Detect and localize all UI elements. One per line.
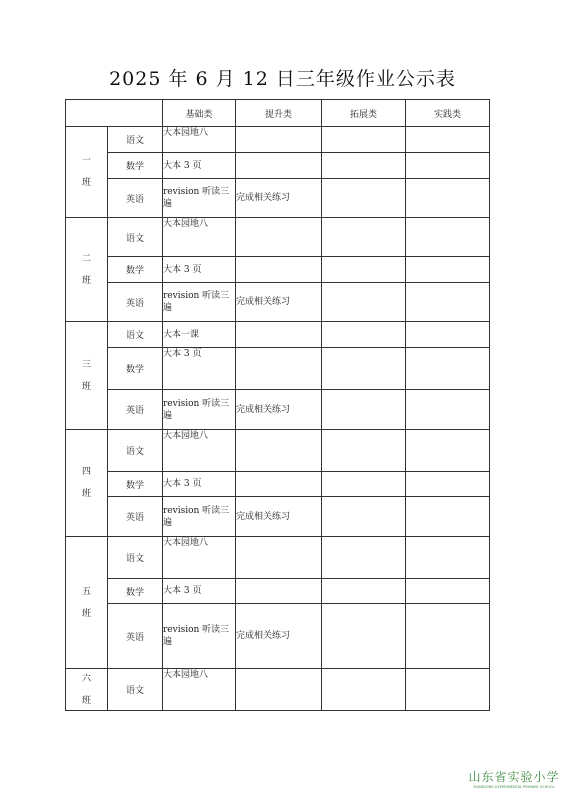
practice-cell (406, 604, 490, 669)
basic-cell: revision 听读三遍 (163, 390, 236, 430)
header-corner (66, 100, 163, 127)
advanced-cell (236, 348, 322, 390)
practice-cell (406, 472, 490, 497)
extended-cell (322, 497, 406, 537)
advanced-cell (236, 537, 322, 579)
practice-cell (406, 257, 490, 283)
basic-cell: 大本一课 (163, 322, 236, 348)
basic-cell: 大本 3 页 (163, 472, 236, 497)
basic-cell: 大本园地八 (163, 669, 236, 711)
table-row (66, 348, 490, 390)
subject-cell: 英语 (108, 604, 163, 669)
header-practice: 实践类 (406, 100, 490, 127)
extended-cell (322, 669, 406, 711)
advanced-cell (236, 322, 322, 348)
subject-cell: 英语 (108, 283, 163, 322)
practice-cell (406, 579, 490, 604)
subject-cell: 语文 (108, 430, 163, 472)
class-number: 五 (81, 586, 91, 597)
extended-cell (322, 322, 406, 348)
class-number: 二 (81, 253, 91, 264)
basic-cell: revision 听读三遍 (163, 179, 236, 218)
practice-cell (406, 348, 490, 390)
advanced-cell (236, 430, 322, 472)
subject-cell: 数学 (108, 257, 163, 283)
class-number: 一 (81, 156, 91, 166)
advanced-cell (236, 153, 322, 179)
table-row (66, 579, 490, 604)
subject-cell: 数学 (108, 153, 163, 179)
practice-cell (406, 218, 490, 257)
table-row (66, 537, 490, 579)
basic-cell: revision 听读三遍 (163, 283, 236, 322)
subject-cell: 英语 (108, 497, 163, 537)
basic-cell: revision 听读三遍 (163, 497, 236, 537)
table-row (66, 257, 490, 283)
class-label (66, 430, 108, 537)
subject-cell: 英语 (108, 179, 163, 218)
table-row (66, 322, 490, 348)
advanced-cell: 完成相关练习 (236, 604, 322, 669)
header-advanced: 提升类 (236, 100, 322, 127)
advanced-cell (236, 257, 322, 283)
subject-cell: 语文 (108, 669, 163, 711)
class-label (66, 218, 108, 322)
basic-cell: 大本园地八 (163, 218, 236, 257)
extended-cell (322, 390, 406, 430)
table-row (66, 127, 490, 153)
extended-cell (322, 179, 406, 218)
extended-cell (322, 430, 406, 472)
practice-cell (406, 322, 490, 348)
advanced-cell: 完成相关练习 (236, 497, 322, 537)
class-suffix: 班 (81, 381, 91, 392)
practice-cell (406, 497, 490, 537)
class-label (66, 669, 108, 711)
extended-cell (322, 218, 406, 257)
subject-cell: 语文 (108, 127, 163, 153)
basic-cell: 大本 3 页 (163, 579, 236, 604)
school-logo (468, 768, 560, 789)
extended-cell (322, 257, 406, 283)
subject-cell: 数学 (108, 472, 163, 497)
extended-cell (322, 153, 406, 179)
practice-cell (406, 179, 490, 218)
class-suffix: 班 (81, 695, 91, 706)
class-suffix: 班 (81, 178, 91, 188)
header-basic: 基础类 (163, 100, 236, 127)
subject-cell: 数学 (108, 348, 163, 390)
extended-cell (322, 127, 406, 153)
table-body (66, 127, 490, 711)
subject-cell: 语文 (108, 537, 163, 579)
class-label (66, 322, 108, 430)
homework-table (65, 99, 490, 711)
page-title: 2025 年 6 月 12 日三年级作业公示表 (109, 68, 456, 90)
basic-cell: revision 听读三遍 (163, 604, 236, 669)
basic-cell: 大本 3 页 (163, 153, 236, 179)
extended-cell (322, 537, 406, 579)
advanced-cell (236, 669, 322, 711)
advanced-cell (236, 579, 322, 604)
basic-cell: 大本 3 页 (163, 348, 236, 390)
basic-cell: 大本园地八 (163, 127, 236, 153)
table-row (66, 283, 490, 322)
extended-cell (322, 472, 406, 497)
extended-cell (322, 604, 406, 669)
logo-chinese-name: 山东省实验小学 (468, 770, 560, 784)
table-row (66, 179, 490, 218)
extended-cell (322, 283, 406, 322)
class-suffix: 班 (81, 275, 91, 286)
practice-cell (406, 430, 490, 472)
class-label (66, 127, 108, 218)
extended-cell (322, 348, 406, 390)
subject-cell: 英语 (108, 390, 163, 430)
table-row (66, 430, 490, 472)
table-row (66, 218, 490, 257)
advanced-cell (236, 127, 322, 153)
advanced-cell: 完成相关练习 (236, 283, 322, 322)
basic-cell: 大本 3 页 (163, 257, 236, 283)
practice-cell (406, 283, 490, 322)
practice-cell (406, 390, 490, 430)
advanced-cell: 完成相关练习 (236, 390, 322, 430)
header-row (66, 100, 490, 127)
header-extended: 拓展类 (322, 100, 406, 127)
practice-cell (406, 153, 490, 179)
advanced-cell (236, 472, 322, 497)
practice-cell (406, 669, 490, 711)
practice-cell (406, 127, 490, 153)
table-row (66, 472, 490, 497)
logo-english-name: SHANDONG EXPERIMENTAL PRIMARY SCHOOL (473, 785, 555, 789)
table-row (66, 669, 490, 711)
table-row (66, 604, 490, 669)
class-number: 四 (81, 467, 91, 477)
advanced-cell (236, 218, 322, 257)
advanced-cell: 完成相关练习 (236, 179, 322, 218)
basic-cell: 大本园地八 (163, 430, 236, 472)
subject-cell: 数学 (108, 579, 163, 604)
extended-cell (322, 579, 406, 604)
class-suffix: 班 (81, 489, 91, 499)
table-row (66, 390, 490, 430)
subject-cell: 语文 (108, 218, 163, 257)
basic-cell: 大本园地八 (163, 537, 236, 579)
practice-cell (406, 537, 490, 579)
class-label (66, 537, 108, 669)
table-row (66, 153, 490, 179)
class-number: 六 (81, 673, 91, 684)
class-suffix: 班 (81, 608, 91, 619)
subject-cell: 语文 (108, 322, 163, 348)
table-row (66, 497, 490, 537)
class-number: 三 (81, 359, 91, 370)
